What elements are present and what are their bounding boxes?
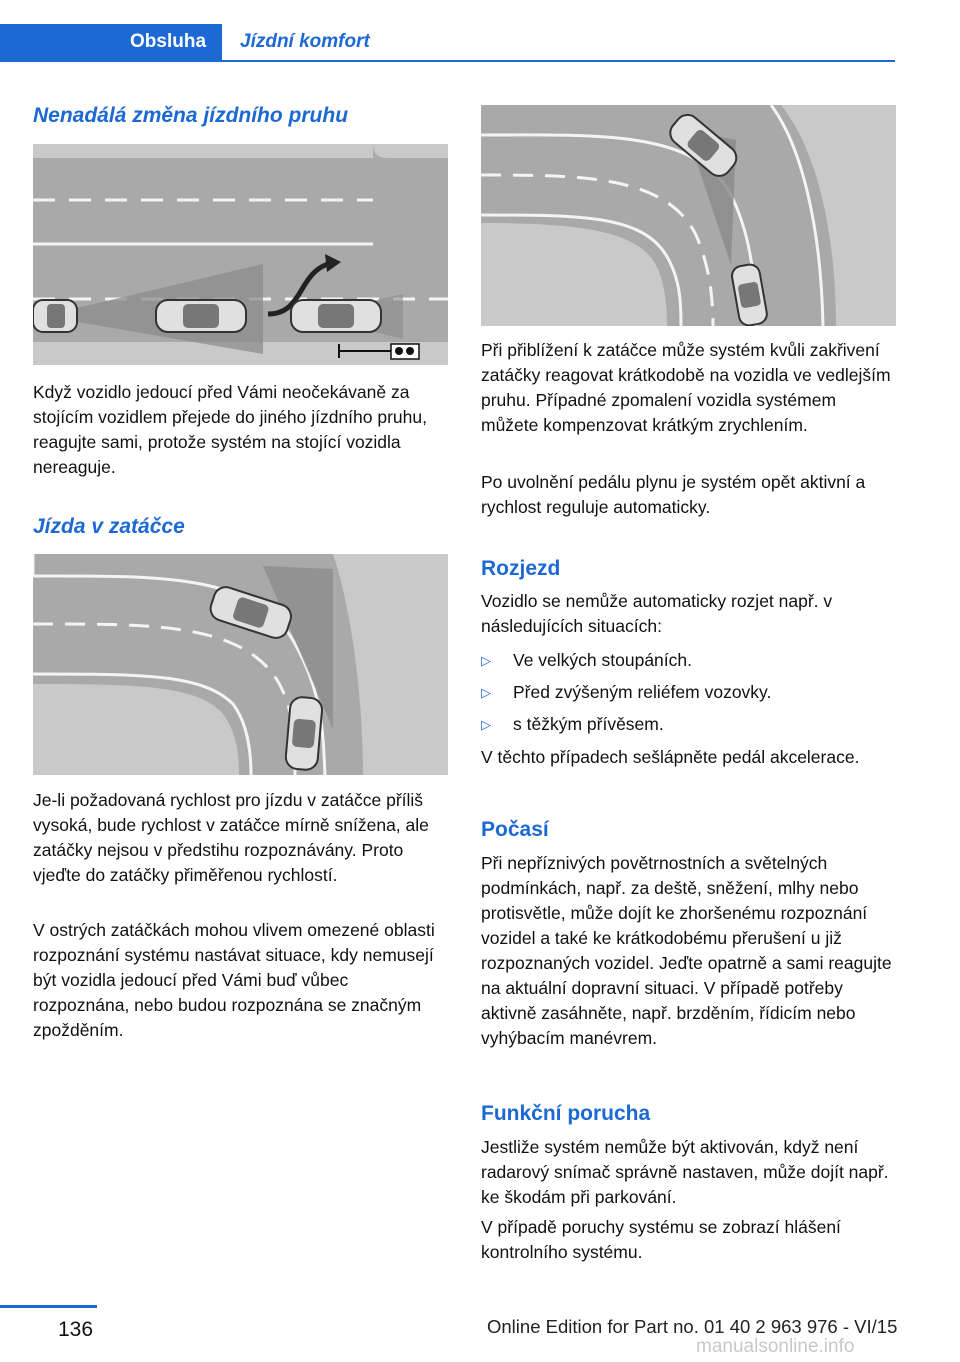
heading-lane-change: Nenadálá změna jízdního pruhu <box>33 104 349 127</box>
heading-pocasi: Počasí <box>481 818 549 841</box>
curve-adjacent-illustration <box>481 105 896 326</box>
paragraph-sharp-curves: V ostrých zatáčkách mohou vlivem omezené oblasti rozpoznání systému nastávat situace, kdy nemusejí být vozidla jedoucí před Vámi buď vůbec rozpoznána, nebo budou rozpoznána se značným zpožděním. <box>33 920 435 1040</box>
figure-lane-change <box>33 144 448 365</box>
paragraph-pocasi: Při nepříznivých povětrnostních a světelných podmínkách, např. za deště, sněžení, mlhy nebo protisvětle, může dojít ke zhoršenému rozpoznání vozidel a také ke krátkodobému přerušení u již rozpoznaných vozidel. Jeďte opatrně a sami reagujte na aktuální dopravní situaci. V případě potřeby aktivně zasáhněte, např. brzděním, řídicím nebo vyhýbacím manévrem. <box>481 853 892 1048</box>
list-item: ▷ Před zvýšeným reliéfem vozovky. <box>481 680 896 705</box>
car-icon <box>33 300 77 332</box>
list-item: ▷ Ve velkých stoupáních. <box>481 648 896 673</box>
heading-rozjezd: Rozjezd <box>481 557 561 580</box>
paragraph-porucha-1: Jestliže systém nemůže být aktivován, když není radarový snímač správně nastaven, může dojít např. ke škodám při parkování. <box>481 1137 889 1207</box>
paragraph-lane-change: Když vozidlo jedoucí před Vámi neočekávaně za stojícím vozidlem přejede do jiného jízdního pruhu, reagujte sami, protože systém na stojící vozidla nereaguje. <box>33 382 427 477</box>
paragraph-approaching-curve: Při přiblížení k zatáčce může systém kvůli zakřivení zatáčky reagovat krátkodobě na vozidla ve vedlejším pruhu. Případné zpomalení vozidla systémem můžete kompenzovat krátkým zrychlením. <box>481 340 891 435</box>
header-divider <box>0 60 895 62</box>
car-icon <box>156 300 246 332</box>
car-icon <box>285 696 323 771</box>
paragraph-rozjezd-intro: Vozidlo se nemůže automaticky rozjet např. v následujících situacích: <box>481 591 833 636</box>
tab-obsluha[interactable]: Obsluha <box>0 24 222 60</box>
heading-curve: Jízda v zatáčce <box>33 515 185 538</box>
paragraph-porucha-2: V případě poruchy systému se zobrazí hlášení kontrolního systému. <box>481 1217 841 1262</box>
paragraph-rozjezd-after: V těchto případech sešlápněte pedál akcelerace. <box>481 747 860 767</box>
paragraph-curve-speed: Je-li požadovaná rychlost pro jízdu v zatáčce příliš vysoká, bude rychlost v zatáčce mírně snížena, ale zatáčky nejsou v předstihu rozpoznávány. Proto vjeďte do zatáčky přiměřenou rychlostí. <box>33 790 429 885</box>
footer-divider <box>0 1305 97 1308</box>
lane-change-illustration <box>33 144 448 365</box>
header-tabbar <box>0 0 895 62</box>
edition-info: Online Edition for Part no. 01 40 2 963 976 - VI/15 <box>487 1316 898 1337</box>
figure-curve-right <box>481 105 896 326</box>
car-icon <box>291 300 381 332</box>
heading-porucha: Funkční porucha <box>481 1102 651 1125</box>
page-number: 136 <box>58 1318 94 1341</box>
watermark: manualsonline.info <box>696 1336 855 1357</box>
triangle-bullet-icon: ▷ <box>481 653 491 668</box>
curve-illustration <box>33 554 448 775</box>
triangle-bullet-icon: ▷ <box>481 685 491 700</box>
tab-jizdni-komfort[interactable]: Jízdní komfort <box>240 31 370 52</box>
list-item: ▷ s těžkým přívěsem. <box>481 712 896 737</box>
triangle-bullet-icon: ▷ <box>481 717 491 732</box>
paragraph-release-pedal: Po uvolnění pedálu plynu je systém opět aktivní a rychlost reguluje automaticky. <box>481 472 866 517</box>
figure-curve-left <box>33 554 448 775</box>
